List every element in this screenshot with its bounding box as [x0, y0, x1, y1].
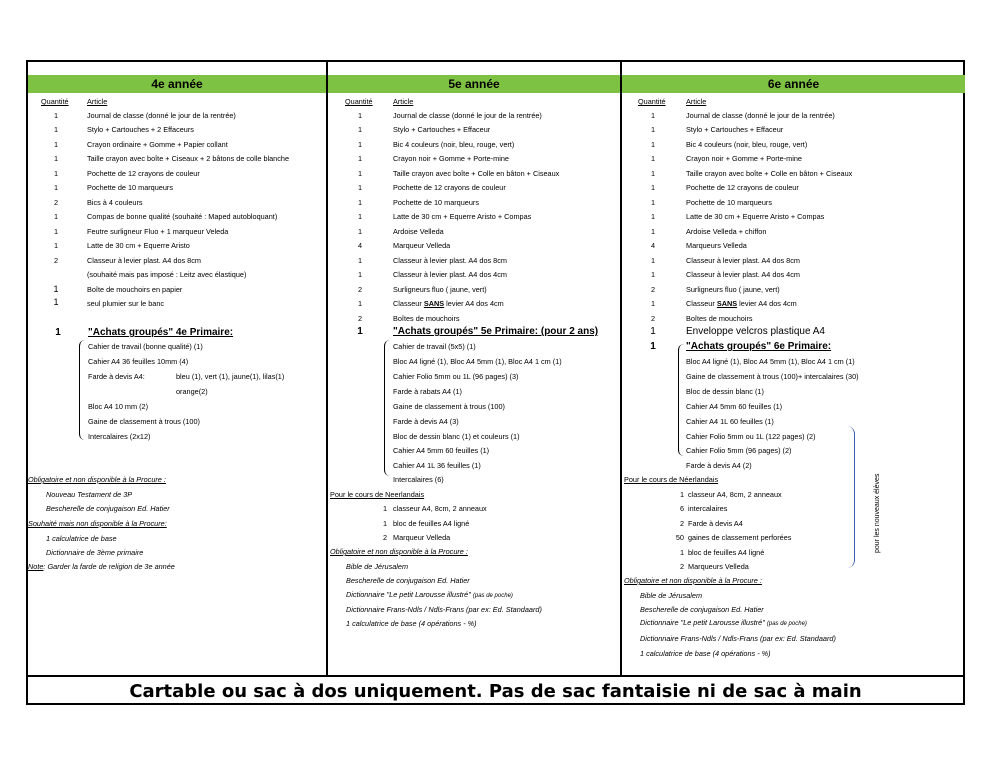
- item-article: Classeur à levier plast. A4 dos 8cm: [393, 256, 507, 265]
- item-article: Bic 4 couleurs (noir, bleu, rouge, vert): [686, 140, 808, 149]
- neer-qty: 1: [679, 490, 684, 499]
- item-article: Crayon noir + Gomme + Porte-mine: [686, 154, 802, 163]
- item-article: Pochette de 12 crayons de couleur: [393, 183, 506, 192]
- item-article: Crayon ordinaire + Gomme + Papier collant: [87, 140, 228, 149]
- item-article: Classeur SANS levier A4 dos 4cm: [686, 299, 797, 308]
- procure-item: Dictionnaire Frans-Ndls / Ndls-Frans (par ex: Ed. Standaard): [640, 634, 836, 643]
- group-title: "Achats groupés" 4e Primaire:: [88, 327, 234, 338]
- group-item: Cahier A4 36 feuilles 10mm (4): [88, 357, 189, 366]
- item-article: Taille crayon avec boîte + Ciseaux + 2 bâtons de colle blanche: [87, 154, 290, 163]
- column-title: 5e année: [328, 75, 620, 93]
- item-qty: 1: [53, 111, 59, 120]
- item-qty: 1: [650, 256, 656, 265]
- item-article: Taille crayon avec boîte + Colle en bâton + Ciseaux: [686, 169, 853, 178]
- group-qty: 1: [357, 326, 363, 337]
- group-item: Intercalaires (6): [393, 475, 444, 484]
- sans-emphasis: SANS: [716, 299, 738, 308]
- procure-item: Bible de Jérusalem: [640, 591, 703, 600]
- group-bracket: [384, 340, 391, 476]
- item-article: Pochette de 12 crayons de couleur: [686, 183, 799, 192]
- item-article: Bics à 4 couleurs: [87, 198, 143, 207]
- procure-item: Dictionnaire "Le petit Larousse illustré": [640, 618, 765, 627]
- group-item: Bloc A4 ligné (1), Bloc A4 5mm (1), Bloc A4 1 cm (1): [393, 357, 562, 366]
- item-qty: 2: [650, 285, 656, 294]
- item-qty: 1: [357, 270, 363, 279]
- item-article: Stylo + Cartouches + Effaceur: [686, 125, 784, 134]
- neer-qty: 2: [679, 519, 684, 528]
- article-header: Article: [686, 97, 707, 106]
- group-bracket: [79, 340, 86, 440]
- item-qty: 1: [650, 183, 656, 192]
- item-qty: 2: [357, 285, 363, 294]
- item-article: Compas de bonne qualité (souhaité : Maped autobloquant): [87, 212, 278, 221]
- article-header: Article: [393, 97, 414, 106]
- item-qty: 1: [650, 227, 656, 236]
- item-article: (souhaité mais pas imposé : Leitz avec élastique): [87, 270, 247, 279]
- item-article: Classeur à levier plast. A4 dos 4cm: [393, 270, 507, 279]
- item-qty: 1: [53, 284, 59, 294]
- item-qty: 1: [650, 154, 656, 163]
- item-qty: 4: [650, 241, 656, 250]
- item-qty: 1: [357, 256, 363, 265]
- neer-article: bloc de feuilles A4 ligné: [393, 519, 470, 528]
- item-qty: 2: [357, 314, 363, 323]
- item-article: Journal de classe (donné le jour de la rentrée): [393, 111, 542, 120]
- item-qty: 1: [53, 297, 59, 307]
- envelope-qty: 1: [650, 326, 656, 337]
- group-item: Cahier A4 1L 60 feuilles (1): [686, 417, 774, 426]
- group-item: Bloc A4 ligné (1), Bloc A4 5mm (1), Bloc A4 1 cm (1): [686, 357, 855, 366]
- procure-item: Bescherelle de conjugaison Ed. Hatier: [46, 504, 170, 513]
- item-qty: 1: [357, 212, 363, 221]
- note-label: Note: [28, 562, 44, 571]
- procure-title: Obligatoire et non disponible à la Procure :: [624, 576, 762, 585]
- item-article: Pochette de 10 marqueurs: [393, 198, 479, 207]
- item-article: Boîtes de mouchoirs: [393, 314, 460, 323]
- poche-note: (pas de poche): [766, 621, 807, 627]
- neerlandais-title: Pour le cours de Neerlandais: [330, 490, 425, 499]
- item-qty: 1: [53, 241, 59, 250]
- item-qty: 2: [650, 314, 656, 323]
- procure-title: Obligatoire et non disponible à la Procure :: [28, 475, 166, 484]
- group-item: Bloc A4 10 mm (2): [88, 402, 149, 411]
- item-article: Journal de classe (donné le jour de la rentrée): [87, 111, 236, 120]
- neer-article: classeur A4, 8cm, 2 anneaux: [688, 490, 782, 499]
- item-article: Surligneurs fluo ( jaune, vert): [393, 285, 487, 294]
- item-qty: 1: [53, 125, 59, 134]
- item-qty: 1: [53, 169, 59, 178]
- item-article: Journal de classe (donné le jour de la rentrée): [686, 111, 835, 120]
- procure-item: Nouveau Testament de 3P: [46, 490, 133, 499]
- new-students-bracket: [844, 426, 855, 568]
- item-qty: 2: [53, 198, 59, 207]
- item-qty: 1: [650, 140, 656, 149]
- group-item: Gaine de classement à trous (100): [88, 417, 200, 426]
- qty-header: Quantité: [41, 97, 69, 106]
- procure-item: Dictionnaire "Le petit Larousse illustré": [346, 590, 471, 599]
- group-qty: 1: [55, 327, 61, 338]
- envelope-item: Enveloppe velcros plastique A4: [686, 326, 825, 337]
- neer-qty: 1: [382, 504, 388, 513]
- item-article: Marqueurs Velleda: [686, 241, 747, 250]
- neer-article: Farde à devis A4: [688, 519, 743, 528]
- item-qty: 1: [650, 169, 656, 178]
- procure-item: Dictionnaire Frans-Ndls / Ndls-Frans (par ex: Ed. Standaard): [346, 605, 542, 614]
- group-item: Farde à devis A4:: [88, 372, 145, 381]
- item-qty: 1: [357, 111, 363, 120]
- group-item: Cahier A4 5mm 60 feuilles (1): [393, 446, 490, 455]
- item-qty: 1: [357, 183, 363, 192]
- neer-qty: 6: [679, 504, 684, 513]
- wish-title: Souhaité mais non disponible à la Procure:: [28, 519, 167, 528]
- column-title: 4e année: [28, 75, 326, 93]
- wish-item: 1 calculatrice de base: [46, 534, 117, 543]
- group-item: Bloc de dessin blanc (1) et couleurs (1): [393, 432, 520, 441]
- item-qty: 1: [650, 212, 656, 221]
- item-qty: 1: [53, 154, 59, 163]
- group-item: Farde à devis A4 (2): [686, 461, 752, 470]
- group-bracket: [678, 344, 685, 456]
- group-item: Cahier Folio 5mm ou 1L (122 pages) (2): [686, 432, 816, 441]
- group-qty: 1: [650, 341, 656, 352]
- item-article: Pochette de 10 marqueurs: [686, 198, 772, 207]
- item-article: Pochette de 12 crayons de couleur: [87, 169, 200, 178]
- item-article: Taille crayon avec boîte + Colle en bâton + Ciseaux: [393, 169, 560, 178]
- procure-item: 1 calculatrice de base (4 opérations - %): [346, 619, 477, 628]
- column-4e-annee: [28, 62, 328, 675]
- item-qty: 1: [53, 227, 59, 236]
- item-article: Stylo + Cartouches + Effaceur: [393, 125, 491, 134]
- item-qty: 1: [357, 125, 363, 134]
- item-qty: 1: [650, 125, 656, 134]
- item-qty: 1: [650, 111, 656, 120]
- item-article: Boîte de mouchoirs en papier: [87, 285, 183, 294]
- item-article: seul plumier sur le banc: [87, 299, 165, 308]
- procure-item: Bible de Jérusalem: [346, 562, 409, 571]
- group-item: Cahier Folio 5mm ou 1L (96 pages) (3): [393, 372, 519, 381]
- item-article: Bic 4 couleurs (noir, bleu, rouge, vert): [393, 140, 515, 149]
- item-qty: 1: [357, 198, 363, 207]
- item-qty: 1: [357, 140, 363, 149]
- group-item: Bloc de dessin blanc (1): [686, 387, 764, 396]
- neer-qty: 1: [382, 519, 388, 528]
- neerlandais-title: Pour le cours de Néerlandais: [624, 475, 719, 484]
- procure-item: Bescherelle de conjugaison Ed. Hatier: [346, 576, 470, 585]
- item-article: Classeur à levier plast. A4 dos 8cm: [686, 256, 800, 265]
- column-6e-annee: [622, 62, 965, 675]
- group-item: Cahier A4 1L 36 feuilles (1): [393, 461, 481, 470]
- item-qty: 1: [357, 299, 363, 308]
- farde-colors: orange(2): [176, 387, 208, 396]
- item-article: Pochette de 10 marqueurs: [87, 183, 173, 192]
- item-qty: 1: [650, 270, 656, 279]
- group-item: Farde à rabats A4 (1): [393, 387, 462, 396]
- sans-emphasis: SANS: [423, 299, 445, 308]
- item-qty: 2: [53, 256, 59, 265]
- new-students-note: pour les nouveaux élèves: [874, 473, 881, 553]
- item-qty: 1: [357, 169, 363, 178]
- item-article: Classeur SANS levier A4 dos 4cm: [393, 299, 504, 308]
- group-item: Gaine de classement à trous (100)+ intercalaires (30): [686, 372, 859, 381]
- qty-header: Quantité: [638, 97, 666, 106]
- item-article: Classeur à levier plast. A4 dos 4cm: [686, 270, 800, 279]
- wish-item: Dictionnaire de 3ème primaire: [46, 548, 144, 557]
- neer-qty: 1: [679, 548, 684, 557]
- item-qty: 1: [357, 227, 363, 236]
- item-article: Latte de 30 cm + Equerre Aristo: [87, 241, 190, 250]
- neer-article: intercalaires: [688, 504, 728, 513]
- item-article: Boîtes de mouchoirs: [686, 314, 753, 323]
- procure-item: Bescherelle de conjugaison Ed. Hatier: [640, 605, 764, 614]
- column-title: 6e année: [622, 75, 965, 93]
- item-article: Feutre surligneur Fluo + 1 marqueur Veleda: [87, 227, 229, 236]
- poche-note: (pas de poche): [472, 593, 513, 599]
- procure-title: Obligatoire et non disponible à la Procure :: [330, 547, 468, 556]
- group-title: "Achats groupés" 6e Primaire:: [686, 341, 832, 352]
- item-article: Stylo + Cartouches + 2 Effaceurs: [87, 125, 194, 134]
- supply-list-sheet: [26, 60, 965, 705]
- note-text: : Garder la farde de religion de 3e année: [43, 562, 175, 571]
- group-item: Cahier de travail (bonne qualité) (1): [88, 342, 203, 351]
- group-item: Cahier de travail (5x5) (1): [393, 342, 476, 351]
- item-article: Surligneurs fluo ( jaune, vert): [686, 285, 780, 294]
- neer-qty: 2: [382, 533, 388, 542]
- item-qty: 1: [650, 198, 656, 207]
- neer-qty: 50: [675, 533, 684, 542]
- group-title: "Achats groupés" 5e Primaire: (pour 2 ans): [393, 326, 599, 337]
- item-qty: 1: [53, 212, 59, 221]
- footer-notice: Cartable ou sac à dos uniquement. Pas de sac fantaisie ni de sac à main: [28, 675, 963, 707]
- neer-article: Marqueurs Velleda: [688, 562, 749, 571]
- neer-article: Marqueur Velleda: [393, 533, 451, 542]
- group-item: Cahier A4 5mm 60 feuilles (1): [686, 402, 783, 411]
- group-item: Gaine de classement à trous (100): [393, 402, 505, 411]
- item-article: Latte de 30 cm + Equerre Aristo + Compas: [393, 212, 532, 221]
- item-article: Ardoise Velleda: [393, 227, 444, 236]
- farde-colors: bleu (1), vert (1), jaune(1), lilas(1): [176, 372, 285, 381]
- item-article: Ardoise Velleda + chiffon: [686, 227, 767, 236]
- item-qty: 1: [53, 140, 59, 149]
- qty-header: Quantité: [345, 97, 373, 106]
- item-qty: 1: [357, 154, 363, 163]
- item-article: Latte de 30 cm + Equerre Aristo + Compas: [686, 212, 825, 221]
- neer-qty: 2: [679, 562, 684, 571]
- neer-article: classeur A4, 8cm, 2 anneaux: [393, 504, 487, 513]
- item-article: Crayon noir + Gomme + Porte-mine: [393, 154, 509, 163]
- item-qty: 1: [650, 299, 656, 308]
- item-article: Marqueur Velleda: [393, 241, 451, 250]
- article-header: Article: [87, 97, 108, 106]
- group-item: Farde à devis A4 (3): [393, 417, 459, 426]
- item-article: Classeur à levier plast. A4 dos 8cm: [87, 256, 201, 265]
- neer-article: gaines de classement perforées: [688, 533, 792, 542]
- item-qty: 4: [357, 241, 363, 250]
- group-item: Cahier Folio 5mm (96 pages) (2): [686, 446, 792, 455]
- column-5e-annee: [328, 62, 622, 675]
- item-qty: 1: [53, 183, 59, 192]
- group-item: Intercalaires (2x12): [88, 432, 151, 441]
- procure-item: 1 calculatrice de base (4 opérations - %): [640, 649, 771, 658]
- neer-article: bloc de feuilles A4 ligné: [688, 548, 765, 557]
